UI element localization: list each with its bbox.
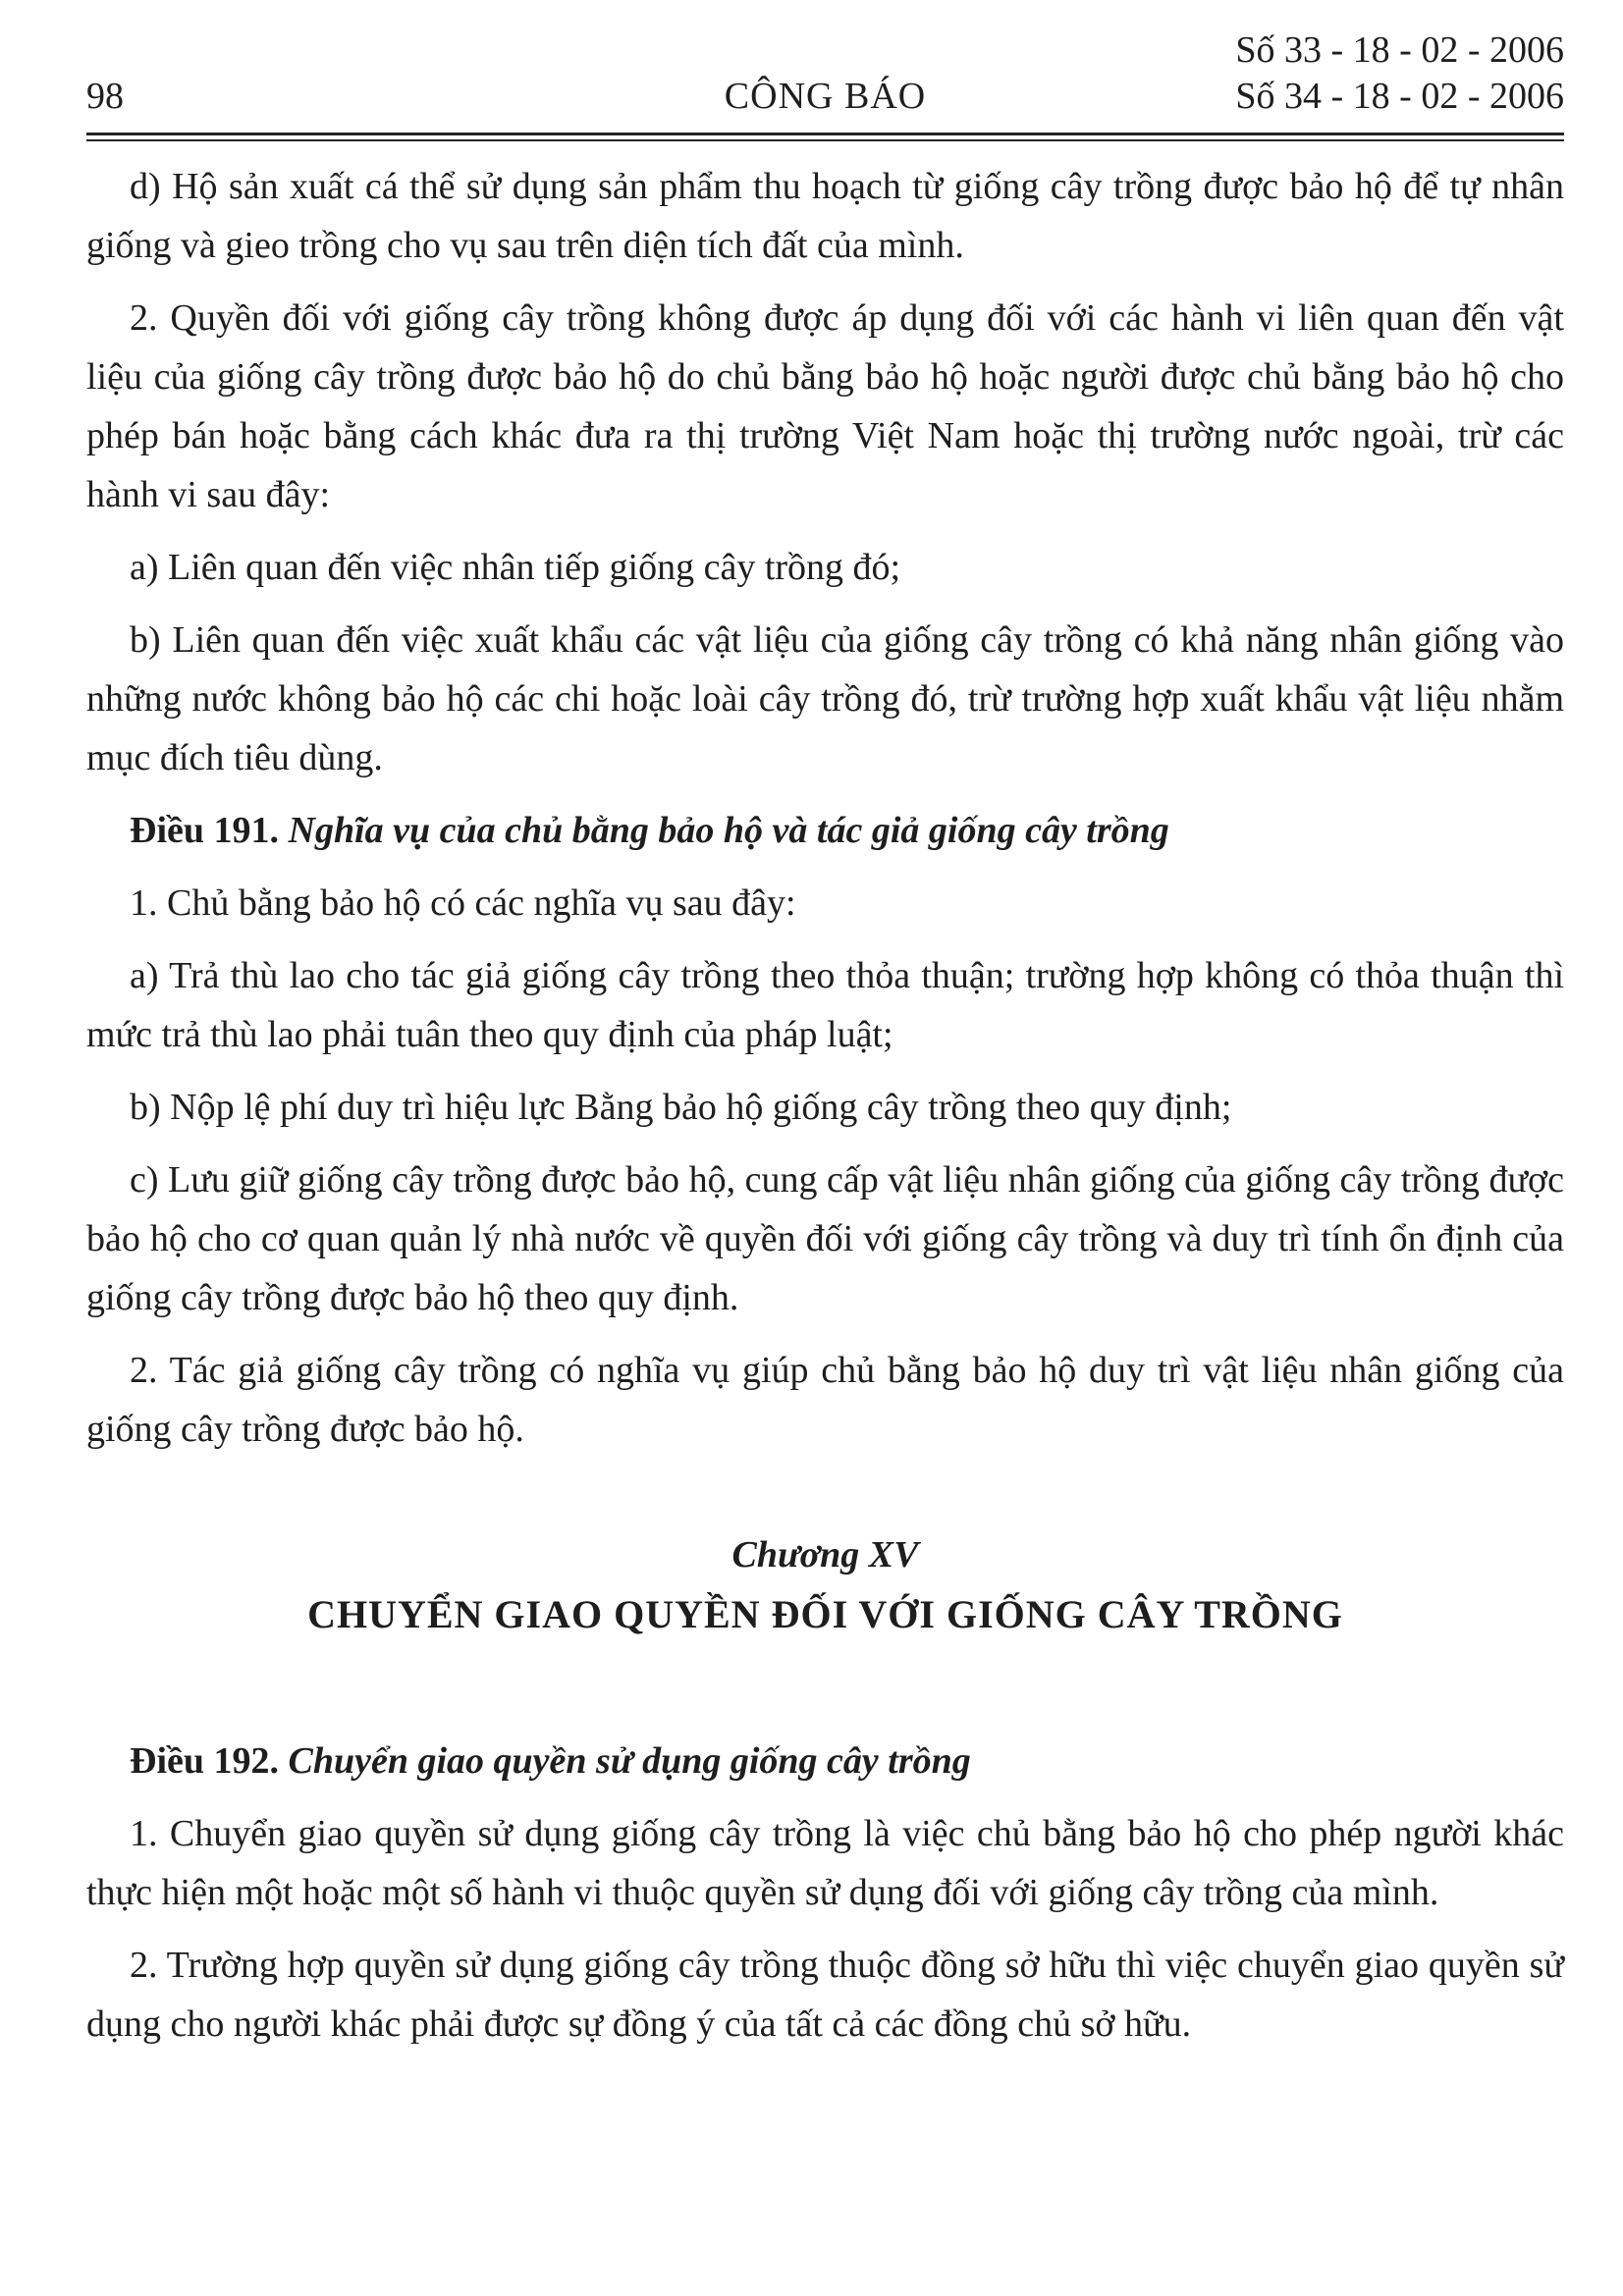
- issue-numbers: [1235, 27, 1564, 120]
- article-191-number: Điều 191.: [130, 810, 279, 851]
- article-192-clause-1: 1. Chuyển giao quyền sử dụng giống cây trồng là việc chủ bằng bảo hộ cho phép người khác thực hiện một hoặc một số hành vi thuộc quyền sử dụng đối với giống cây trồng của mình.: [86, 1813, 1564, 1913]
- issue-number-33: Số 33 - 18 - 02 - 2006: [1235, 29, 1564, 71]
- chapter-label: Chương XV: [731, 1534, 919, 1575]
- article-192-clause-2: 2. Trường hợp quyền sử dụng giống cây trồng thuộc đồng sở hữu thì việc chuyển giao quyền sử dụng cho người khác phải được sự đồng ý của tất cả các đồng chủ sở hữu.: [86, 1945, 1564, 2045]
- page-header: [86, 27, 1564, 135]
- article-192-number: Điều 192.: [130, 1740, 279, 1782]
- article-191-title: Nghĩa vụ của chủ bằng bảo hộ và tác giả giống cây trồng: [288, 810, 1169, 851]
- article-192-heading: [86, 1732, 1564, 1790]
- chapter-title: CHUYỂN GIAO QUYỀN ĐỐI VỚI GIỐNG CÂY TRỒNG: [307, 1592, 1343, 1636]
- article-191-clause-1c: c) Lưu giữ giống cây trồng được bảo hộ, cung cấp vật liệu nhân giống của giống cây trồng được bảo hộ cho cơ quan quản lý nhà nước về quyền đối với giống cây trồng và duy trì tính ổn định của giống cây trồng được bảo hộ theo quy định.: [86, 1159, 1564, 1318]
- clause-2a: a) Liên quan đến việc nhân tiếp giống cây trồng đó;: [130, 547, 901, 588]
- issue-number-34: Số 34 - 18 - 02 - 2006: [1235, 76, 1564, 117]
- gazette-name: CÔNG BÁO: [724, 76, 927, 117]
- clause-2: 2. Quyền đối với giống cây trồng không được áp dụng đối với các hành vi liên quan đến vật liệu của giống cây trồng được bảo hộ do chủ bằng bảo hộ hoặc người được chủ bằng bảo hộ cho phép bán hoặc bằng cách khác đưa ra thị trường Việt Nam hoặc thị trường nước ngoài, trừ các hành vi sau đây:: [86, 297, 1564, 515]
- article-191-clause-1: 1. Chủ bằng bảo hộ có các nghĩa vụ sau đây:: [130, 882, 796, 924]
- page-content: [86, 157, 1564, 2054]
- clause-d: d) Hộ sản xuất cá thể sử dụng sản phẩm thu hoạch từ giống cây trồng được bảo hộ để tự nhân giống và gieo trồng cho vụ sau trên diện tích đất của mình.: [86, 166, 1564, 266]
- page-number: 98: [86, 76, 124, 117]
- article-191-clause-1a: a) Trả thù lao cho tác giả giống cây trồng theo thỏa thuận; trường hợp không có thỏa thuận thì mức trả thù lao phải tuân theo quy định của pháp luật;: [86, 955, 1564, 1055]
- header-rule-bottom: [86, 139, 1564, 141]
- chapter-heading: [86, 1525, 1564, 1645]
- article-191-clause-1b: b) Nộp lệ phí duy trì hiệu lực Bằng bảo hộ giống cây trồng theo quy định;: [130, 1087, 1232, 1128]
- clause-2b: b) Liên quan đến việc xuất khẩu các vật liệu của giống cây trồng có khả năng nhân giống vào những nước không bảo hộ các chi hoặc loài cây trồng đó, trừ trường hợp xuất khẩu vật liệu nhằm mục đích tiêu dùng.: [86, 619, 1564, 778]
- article-191-clause-2: 2. Tác giả giống cây trồng có nghĩa vụ giúp chủ bằng bảo hộ duy trì vật liệu nhân giống của giống cây trồng được bảo hộ.: [86, 1350, 1564, 1450]
- header-rule-top: [86, 133, 1564, 135]
- article-191-heading: [86, 801, 1564, 860]
- article-192-title: Chuyển giao quyền sử dụng giống cây trồng: [288, 1740, 971, 1782]
